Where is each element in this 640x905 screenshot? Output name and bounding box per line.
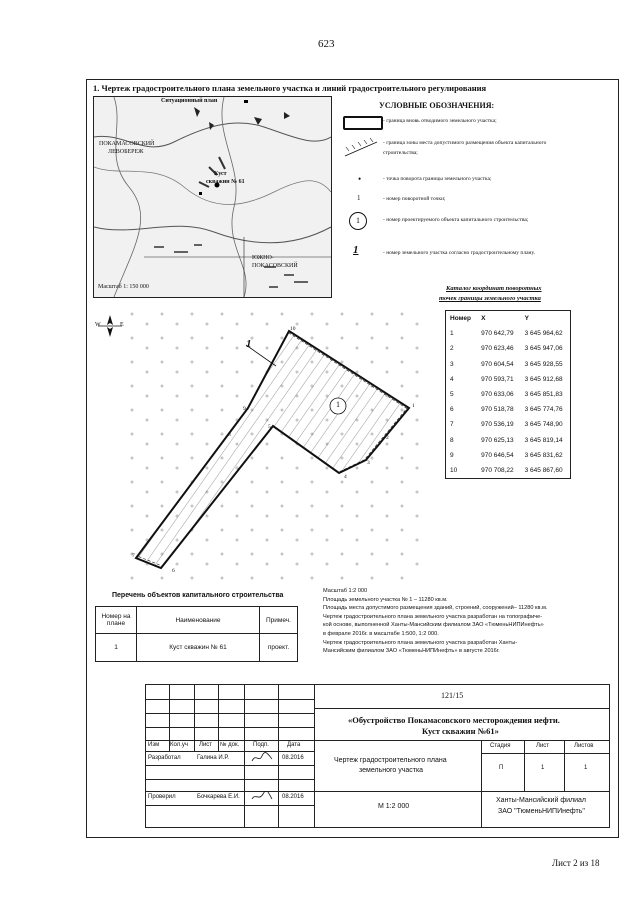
situation-map-title: Ситуационный план	[161, 98, 218, 104]
objects-title: Перечень объектов капитального строительства	[112, 592, 284, 599]
cell: 7	[450, 421, 454, 429]
parcel-number-symbol: 1	[353, 244, 359, 256]
doc-title-2: земельного участка	[359, 767, 424, 774]
legend-item-5: - номер проектируемого объекта капитального строительства;	[383, 217, 529, 223]
parcel-boundary-symbol	[343, 116, 383, 130]
point-label-1: 1	[412, 403, 415, 409]
point-label-5: 5	[268, 424, 271, 430]
role-developer: Разработал	[148, 755, 181, 761]
org-name-1: Ханты-Мансийский филиал	[496, 797, 586, 804]
col-number: Номер	[450, 315, 471, 323]
point-label-9: 9	[243, 406, 246, 412]
parcel-number-label: 1	[246, 338, 252, 350]
sheets-header: Листов	[574, 743, 594, 749]
note-line: Чертеж градостроительного плана земельного участка разработан на топографиче-	[323, 613, 543, 620]
title-block	[145, 684, 610, 828]
col-note: Примеч.	[260, 607, 298, 634]
col-date: Дата	[287, 742, 301, 748]
place-label-2a: ЮЖНО-	[252, 255, 274, 261]
cell: 8	[450, 436, 454, 444]
cell: проект.	[260, 634, 298, 662]
coordinates-header-row	[446, 311, 571, 327]
table-row	[446, 417, 571, 432]
cell: 970 646,54	[481, 451, 514, 459]
parcel-plan	[126, 308, 426, 580]
sheet-counter: Лист 2 из 18	[552, 858, 600, 868]
point-label-4: 4	[344, 474, 347, 480]
cell: 970 708,22	[481, 466, 514, 474]
compass-w: W	[95, 322, 101, 328]
well-label-1: Куст	[214, 171, 227, 177]
note-line: в феврале 2016г. в масштабе 1:500, 1:2 000.	[323, 630, 439, 637]
table-row	[96, 634, 298, 662]
date-developer: 08.2016	[282, 755, 304, 761]
col-izm: Изм	[148, 742, 160, 748]
cell: 970 623,46	[481, 345, 514, 353]
cell: 3 645 867,60	[524, 466, 563, 474]
objects-header-row	[96, 607, 298, 634]
drawing-heading: 1. Чертеж градостроительного плана земельного участка и линий градостроительного регулирования	[93, 83, 487, 93]
project-title-2: Куст скважин №61»	[422, 726, 499, 736]
catalog-title-1: Каталог координат поворотных	[446, 285, 542, 292]
table-row	[446, 463, 571, 479]
cell: 970 536,19	[481, 421, 514, 429]
cell: 3 645 851,83	[524, 391, 563, 399]
catalog-title-2: точек границы земельного участка	[439, 295, 541, 302]
cell: 4	[450, 375, 454, 383]
cell: 3 645 964,62	[524, 330, 563, 338]
situation-map-scale: Масштаб 1: 150 000	[98, 284, 149, 290]
note-line: Чертеж градостроительного плана земельного участка разработан Ханты-	[323, 639, 518, 646]
legend-item-1: - граница вновь отводимого земельного участка;	[383, 118, 497, 124]
cell: 5	[450, 391, 454, 399]
point-number-symbol: 1	[357, 194, 361, 202]
cell: 1	[96, 634, 137, 662]
cell: 970 633,06	[481, 391, 514, 399]
cell: 970 642,79	[481, 330, 514, 338]
note-line: кой основе, выполненной Ханты-Мансийским филиалом ЗАО «ТюменьНИПИнефть»	[323, 622, 544, 629]
sheet-value: 1	[541, 765, 545, 771]
table-row	[446, 402, 571, 417]
legend-item-2: - граница зоны места допустимого размещения объекта капитального строительства;	[383, 140, 547, 156]
stage-value: П	[499, 765, 504, 771]
cell: Куст скважин № 61	[137, 634, 260, 662]
project-title-1: «Обустройство Покамасовского месторождения нефти.	[348, 715, 560, 725]
note-line: Площадь земельного участка № 1 – 11280 кв.м.	[323, 596, 448, 603]
name-checker: Бочкарева Е.И.	[197, 794, 240, 800]
cell: 970 625,13	[481, 436, 514, 444]
cell: 9	[450, 451, 454, 459]
date-checker: 08.2016	[282, 794, 304, 800]
legend-item-4: - номер поворотной точки;	[383, 196, 446, 202]
legend-item-3: - точка поворота границы земельного участка;	[383, 176, 492, 182]
name-developer: Галина И.Р.	[197, 755, 229, 761]
legend-title: УСЛОВНЫЕ ОБОЗНАЧЕНИЯ:	[379, 101, 495, 110]
page-number: 623	[318, 38, 335, 50]
col-name: Наименование	[137, 607, 260, 634]
cell: 2	[450, 345, 454, 353]
doc-title-1: Чертеж градостроительного плана	[334, 757, 447, 764]
cell: 970 593,71	[481, 375, 514, 383]
table-row	[446, 372, 571, 387]
table-row	[446, 326, 571, 341]
place-label-1b: ЛЕВОБЕРЕЖ	[108, 149, 144, 155]
well-label-2: скважин № 61	[206, 179, 245, 185]
place-label-1a: ПОКАМАСОВСКИЙ	[99, 141, 155, 147]
cell: 10	[450, 466, 458, 474]
sheets-value: 1	[584, 765, 588, 771]
cell: 1	[450, 330, 454, 338]
signature-developer	[250, 752, 274, 764]
col-list: Лист	[199, 742, 213, 748]
objects-table	[95, 606, 298, 662]
note-line: Масштаб 1:2 000	[323, 588, 368, 594]
situation-map	[93, 96, 332, 298]
table-row	[446, 387, 571, 402]
coordinates-table	[445, 310, 571, 479]
cell: 3 645 912,68	[524, 375, 563, 383]
role-checker: Проверил	[148, 794, 176, 800]
cell: 3 645 819,14	[524, 436, 563, 444]
note-line: Мансийским филиалом ЗАО «ТюменьНИПИнефть» в августе 2016г.	[323, 648, 500, 655]
point-label-10: 10	[290, 326, 296, 332]
col-kol: Кол.уч	[170, 742, 188, 748]
cell: 6	[450, 406, 454, 414]
drawing-notes	[323, 587, 547, 656]
col-x: X	[481, 315, 486, 323]
col-sign: Подп.	[253, 742, 269, 748]
cell: 970 518,78	[481, 406, 514, 414]
cell: 3	[450, 360, 454, 368]
table-row	[446, 433, 571, 448]
cell: 3 645 928,55	[524, 360, 563, 368]
stamp-scale: М 1:2 000	[378, 803, 410, 810]
org-name-2: ЗАО "ТюменьНИПИнефть"	[498, 808, 585, 815]
cell: 3 645 831,62	[524, 451, 563, 459]
object-number-label: 1	[336, 400, 340, 409]
zone-boundary-symbol	[343, 138, 379, 158]
point-label-6: 6	[172, 568, 175, 574]
signature-checker	[250, 791, 274, 803]
compass-e: E	[120, 322, 124, 328]
legend-item-6: - номер земельного участка согласно градостроительному плану.	[383, 250, 536, 256]
table-row	[446, 357, 571, 372]
cell: 3 645 748,90	[524, 421, 563, 429]
col-y: Y	[524, 315, 529, 323]
col-doc: № док.	[220, 742, 240, 748]
point-label-3: 3	[367, 460, 370, 466]
point-label-7: 7	[132, 553, 135, 559]
cell: 3 645 774,76	[524, 406, 563, 414]
turn-point-symbol: •	[358, 174, 362, 184]
point-label-2: 2	[386, 435, 389, 441]
doc-code: 121/15	[441, 691, 464, 700]
table-row	[446, 341, 571, 356]
place-label-2b: ПОКАСОВСКИЙ	[252, 263, 298, 269]
sheet-header: Лист	[536, 743, 550, 749]
table-row	[446, 448, 571, 463]
object-number-symbol: 1	[349, 212, 367, 230]
note-line: Площадь места допустимого размещения зданий, строений, сооружений– 11280 кв.м.	[323, 605, 548, 612]
stage-header: Стадия	[490, 743, 511, 749]
cell: 970 604,54	[481, 360, 514, 368]
cell: 3 645 947,06	[524, 345, 563, 353]
col-plan-number: Номер на плане	[96, 607, 137, 634]
point-label-8: 8	[228, 432, 231, 438]
